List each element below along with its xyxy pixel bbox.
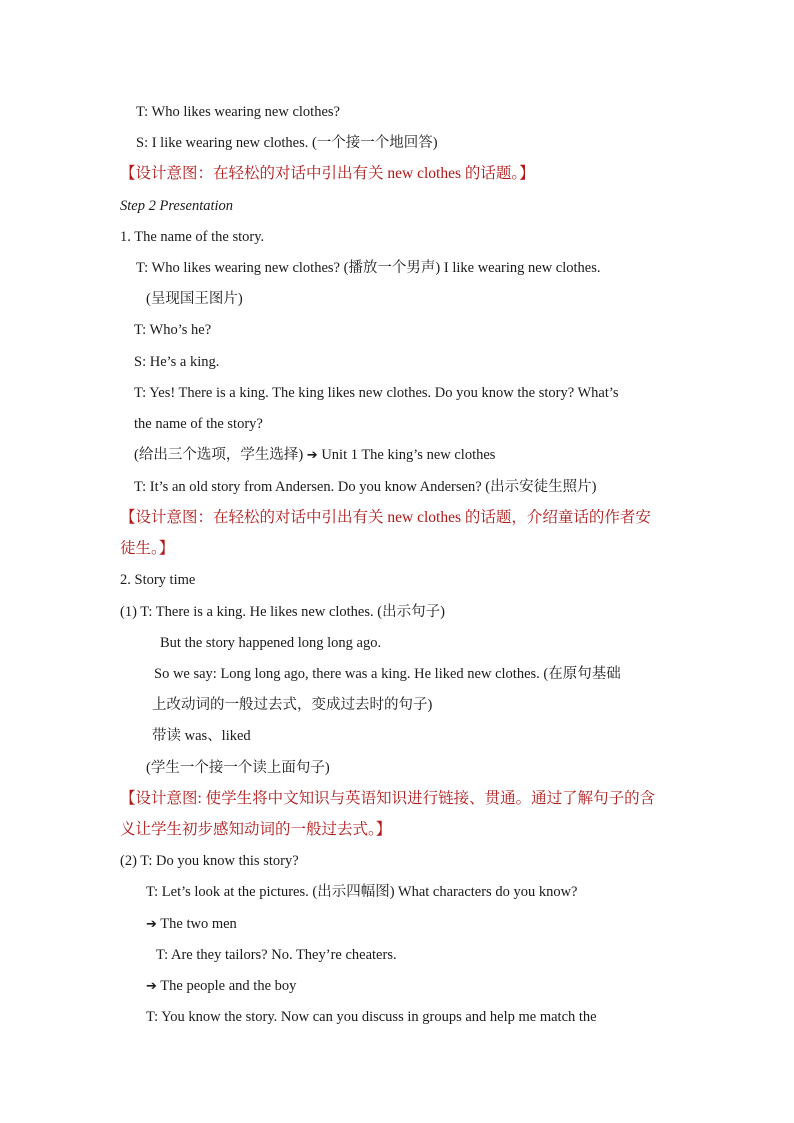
design-intent-note: 【设计意图：在轻松的对话中引出有关 new clothes 的话题，介绍童话的作者安 xyxy=(120,509,651,526)
dialogue-line: But the story happened long long ago. xyxy=(160,635,382,651)
dialogue-line: T: Who likes wearing new clothes? xyxy=(136,104,340,120)
section-heading: 2. Story time xyxy=(120,572,196,588)
stage-direction: (学生一个接一个读上面句子) xyxy=(146,760,330,776)
design-intent-note: 徒生。】 xyxy=(120,540,175,557)
design-intent-note: 【设计意图：在轻松的对话中引出有关 new clothes 的话题。】 xyxy=(120,165,535,182)
dialogue-line: T: You know the story. Now can you discuss in groups and help me match the xyxy=(146,1009,597,1025)
unit-title: Unit 1 The king’s new clothes xyxy=(321,447,496,463)
dialogue-line: T: Who’s he? xyxy=(134,322,212,338)
dialogue-line: the name of the story? xyxy=(134,416,263,432)
arrow-right-icon: ➔ xyxy=(306,448,318,463)
arrow-right-icon: ➔ xyxy=(146,917,157,932)
dialogue-line: S: He’s a king. xyxy=(134,354,220,370)
dialogue-line: T: Who likes wearing new clothes? (播放一个男声) I like wearing new clothes. xyxy=(136,260,601,276)
dialogue-line: 上改动词的一般过去式，变成过去时的句子) xyxy=(152,697,433,713)
list-item xyxy=(146,914,237,935)
design-intent-note: 【设计意图: 使学生将中文知识与英语知识进行链接、贯通。通过了解句子的含 xyxy=(120,790,656,807)
dialogue-line: T: Let’s look at the pictures. (出示四幅图) What characters do you know? xyxy=(146,884,578,900)
section-heading: 1. The name of the story. xyxy=(120,229,265,245)
stage-direction: (给出三个选项，学生选择) xyxy=(134,447,304,463)
list-item-label: The two men xyxy=(160,916,237,932)
list-item xyxy=(146,976,296,997)
step-heading: Step 2 Presentation xyxy=(120,198,234,214)
design-intent-note: 义让学生初步感知动词的一般过去式。】 xyxy=(120,821,392,838)
stage-direction: (呈现国王图片) xyxy=(146,291,243,307)
dialogue-line xyxy=(134,445,495,466)
dialogue-line: S: I like wearing new clothes. (一个接一个地回答) xyxy=(136,135,438,151)
dialogue-line: T: Yes! There is a king. The king likes new clothes. Do you know the story? What’s xyxy=(134,385,619,401)
dialogue-line: T: It’s an old story from Andersen. Do you know Andersen? (出示安徒生照片) xyxy=(134,479,597,495)
arrow-right-icon: ➔ xyxy=(146,979,157,994)
dialogue-line: 带读 was、liked xyxy=(152,728,251,744)
dialogue-line: (2) T: Do you know this story? xyxy=(120,853,299,869)
dialogue-line: (1) T: There is a king. He likes new clothes. (出示句子) xyxy=(120,604,445,620)
dialogue-line: T: Are they tailors? No. They’re cheaters. xyxy=(156,947,397,963)
dialogue-line: So we say: Long long ago, there was a king. He liked new clothes. (在原句基础 xyxy=(154,666,621,682)
list-item-label: The people and the boy xyxy=(160,978,297,994)
